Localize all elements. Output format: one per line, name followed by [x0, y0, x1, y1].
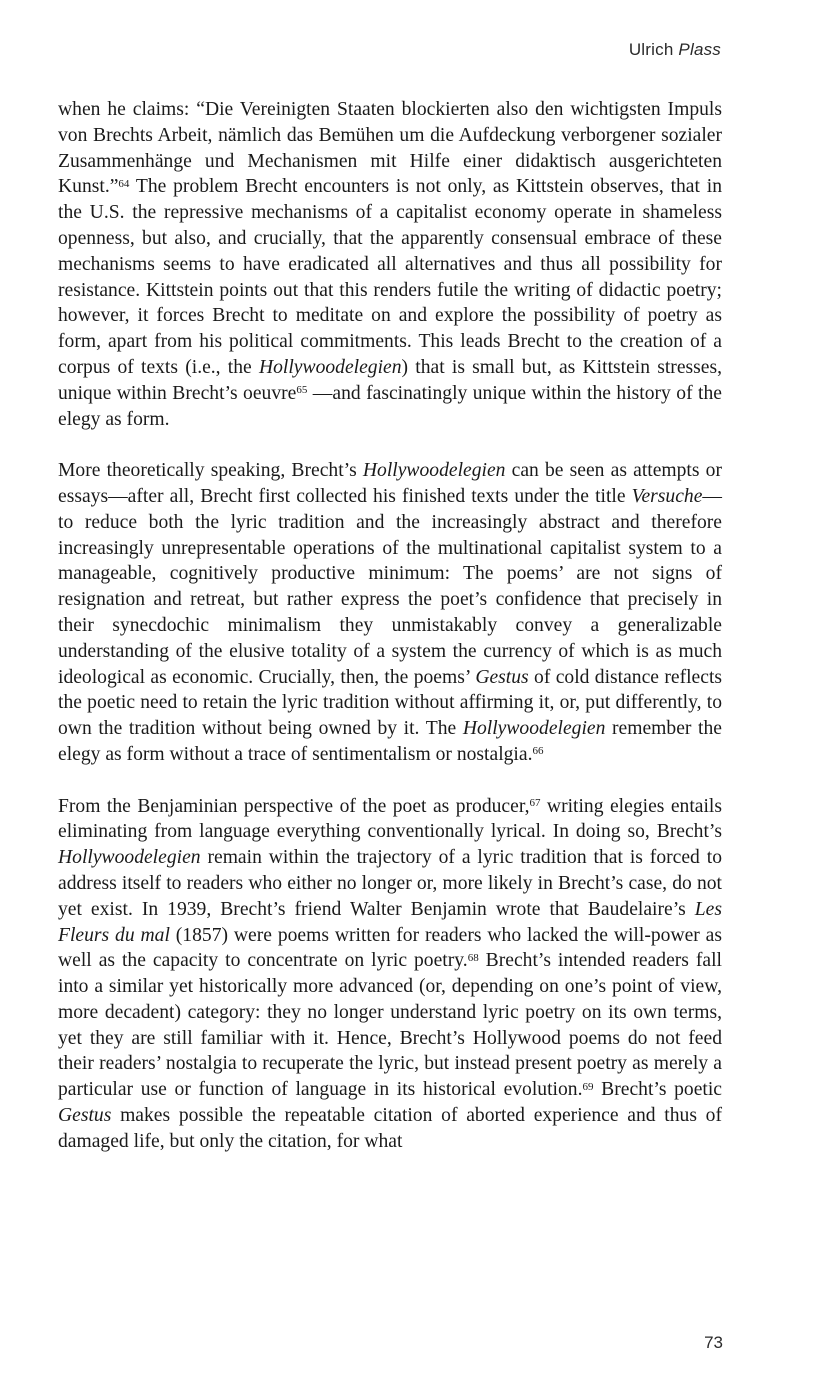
author-first-name: Ulrich: [628, 40, 674, 59]
text-run: remember the elegy as form without a trace of sentimentalism or nostalgia.: [58, 718, 722, 765]
text-run: can be seen as attempts or essays—after all, Brecht first collected his finished texts under the title: [58, 460, 722, 507]
text-run: Brecht’s intended readers fall into a similar yet historically more advanced (or, depending on one’s point of view, more decadent) category: they no longer understand lyric poetry on its own terms, yet they are still familiar with it. Hence, Brecht’s Hollywood poems do not feed their readers’ nostalgia to recuperate the lyric, but instead present poetry as merely a particular use or function of language in its historical evolution.: [58, 950, 722, 1101]
footnote-ref: 67: [529, 797, 541, 810]
text-run: when he claims: “Die Vereinigten Staaten blockierten also den wichtigsten Impuls von Brechts Arbeit, nämlich das Bemühen um die Aufdeckung verborgener sozialer Zusammenhänge und Mechanismen mit Hilfe einer didaktisch ausgerichteten Kunst.”: [58, 99, 722, 198]
italic-term: Hollywoodelegien: [58, 847, 201, 869]
italic-term: Les Fleurs du mal: [58, 898, 722, 946]
footnote-ref: 66: [532, 745, 544, 758]
text-run: More theoretically speaking, Brecht’s: [58, 460, 363, 482]
text-run: (1857) were poems written for readers who lacked the will-power as well as the capacity to concentrate on lyric poetry.: [58, 924, 723, 972]
text-run: From the Benjaminian perspective of the poet as producer,: [58, 795, 530, 817]
paragraph: [58, 458, 722, 768]
author-last-name: Plass: [678, 40, 721, 59]
footnote-ref: 65: [296, 384, 308, 397]
text-run: remain within the trajectory of a lyric tradition that is forced to address itself to readers who either no longer or, more likely in Brecht’s case, do not yet exist. In 1939, Brecht’s friend Walter Benjamin wrote that Baudelaire’s: [58, 847, 722, 920]
running-head: [629, 40, 721, 60]
text-run: ) that is small but, as Kittstein stresses, unique within Brecht’s oeuvre: [58, 356, 722, 404]
text-run: makes possible the repeatable citation of aborted experience and thus of damaged life, but only the citation, for what: [58, 1105, 722, 1152]
text-run: of cold distance reflects the poetic need to retain the lyric tradition without affirming it, or, put differently, to own the tradition without being owned by it. The: [58, 666, 723, 740]
italic-term: Gestus: [58, 1105, 112, 1127]
text-run: —and fascinatingly unique within the history of the elegy as form.: [58, 382, 722, 430]
text-run: The problem Brecht encounters is not only, as Kittstein observes, that in the U.S. the repressive mechanisms of a capitalist economy operate in shameless openness, but also, and crucially, that the apparently consensual embrace of these mechanisms seems to have eradicated all alternatives and thus all possibility for resistance. Kittstein points out that this renders futile the writing of didactic poetry; however, it forces Brecht to meditate on and explore the possibility of poetry as form, apart from his political commitments. This leads Brecht to the creation of a corpus of texts (i.e., the: [58, 176, 722, 378]
page-body: [58, 97, 722, 1155]
italic-term: Gestus: [475, 666, 529, 688]
footnote-ref: 69: [582, 1080, 594, 1093]
paragraph: [58, 97, 722, 432]
text-run: writing elegies entails eliminating from language everything conventionally lyrical. In doing so, Brecht’s: [58, 795, 722, 843]
footnote-ref: 64: [118, 177, 130, 190]
page-number: 73: [704, 1333, 723, 1352]
italic-term: Hollywoodelegien: [462, 718, 606, 740]
footnote-ref: 68: [467, 951, 479, 964]
text-run: —to reduce both the lyric tradition and the increasingly abstract and therefore increasingly unrepresentable operations of the multinational capitalist system to a manageable, cognitively productive minimum: The poems’ are not signs of resignation and retreat, but rather express the poet’s confidence that precisely in their synecdochic minimalism they unmistakably convey a generalizable understanding of the elusive totality of a system the currency of which is as much ideological as economic. Crucially, then, the poems’: [58, 485, 722, 688]
italic-term: Versuche: [631, 485, 703, 507]
italic-term: Hollywoodelegien: [362, 460, 506, 482]
paragraph: [58, 794, 722, 1155]
text-run: Brecht’s poetic: [593, 1079, 723, 1101]
italic-term: Hollywoodelegien: [258, 356, 402, 378]
